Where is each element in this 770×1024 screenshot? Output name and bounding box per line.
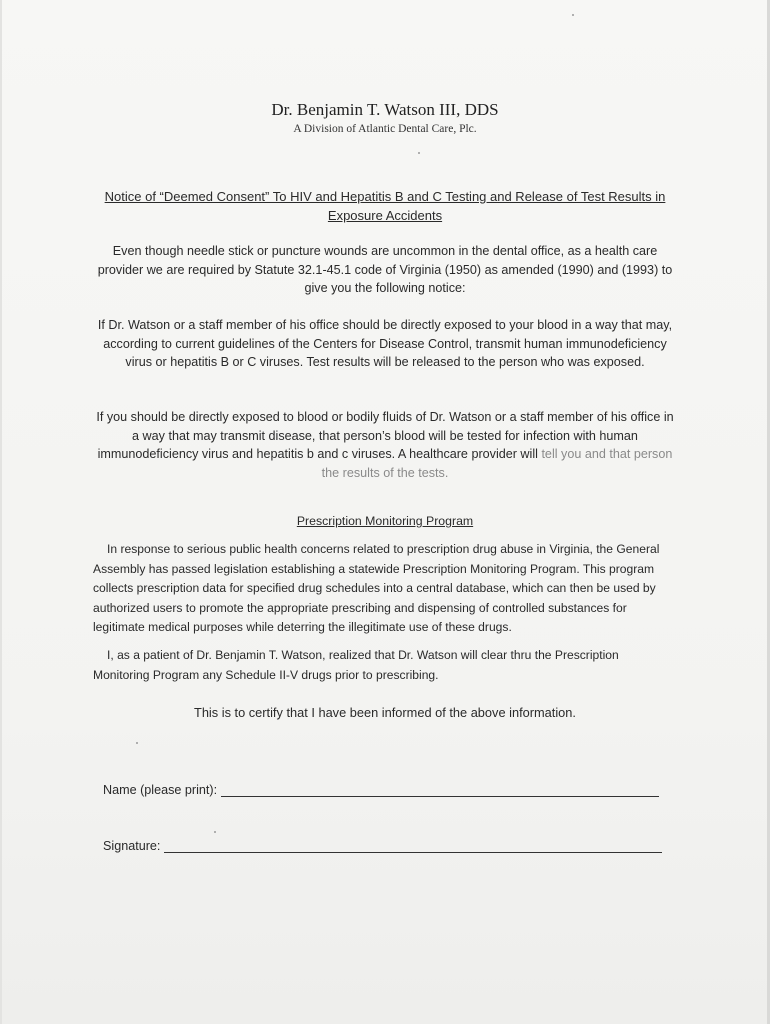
notice-paragraph-3-main: If you should be directly exposed to blood or bodily fluids of Dr. Watson or a staff member of his office in a way that may transmit disease, that person’s blood will be tested for infection with human immunodeficiency virus and hepatitis b and c viruses. A healthcare provider will — [96, 410, 674, 462]
notice-paragraph-3 — [95, 408, 675, 482]
pmp-paragraph-2: I, as a patient of Dr. Benjamin T. Watson, realized that Dr. Watson will clear thru the Prescription Monitoring Program any Schedule II-V drugs prior to prescribing. — [93, 648, 619, 682]
notice-paragraph-3-end: tell you and that person the results of the tests. — [321, 447, 673, 480]
scan-speck — [214, 831, 216, 833]
notice-heading: Notice of “Deemed Consent” To HIV and Hepatitis B and C Testing and Release of Test Results in Exposure Accidents — [104, 189, 666, 223]
scan-speck — [136, 742, 138, 744]
scan-speck — [572, 14, 574, 16]
scan-speck — [418, 152, 420, 154]
scan-edge-left — [0, 0, 2, 1024]
name-label: Name (please print): — [103, 783, 218, 797]
name-field[interactable] — [103, 782, 659, 797]
notice-paragraph-1: Even though needle stick or puncture wounds are uncommon in the dental office, as a health care provider we are required by Statute 32.1-45.1 code of Virginia (1950) as amended (1990) and (1993) to give you the following notice: — [97, 244, 673, 296]
certification-statement: This is to certify that I have been informed of the above information. — [194, 705, 576, 720]
signature-label: Signature: — [103, 839, 161, 853]
notice-paragraph-2: If Dr. Watson or a staff member of his office should be directly exposed to your blood in a way that may, according to current guidelines of the Centers for Disease Control, transmit human immunodeficiency virus or hepatitis B or C viruses. Test results will be released to the person who was exposed. — [97, 318, 673, 370]
pmp-paragraph-1: In response to serious public health concerns related to prescription drug abuse in Virginia, the General Assembly has passed legislation establishing a statewide Prescription Monitoring Program. This program collects prescription data for specified drug schedules into a central database, which can then be used by authorized users to promote the appropriate prescribing and dispensing of controlled substances for legitimate medical purposes while deterring the illegitimate use of these drugs. — [93, 542, 660, 635]
signature-line[interactable] — [164, 838, 662, 853]
signature-field[interactable] — [103, 838, 662, 853]
pmp-heading: Prescription Monitoring Program — [296, 514, 474, 528]
doctor-name: Dr. Benjamin T. Watson III, DDS — [271, 100, 499, 119]
practice-division: A Division of Atlantic Dental Care, Plc. — [293, 123, 477, 135]
letterhead — [0, 100, 770, 135]
name-line[interactable] — [221, 782, 659, 797]
